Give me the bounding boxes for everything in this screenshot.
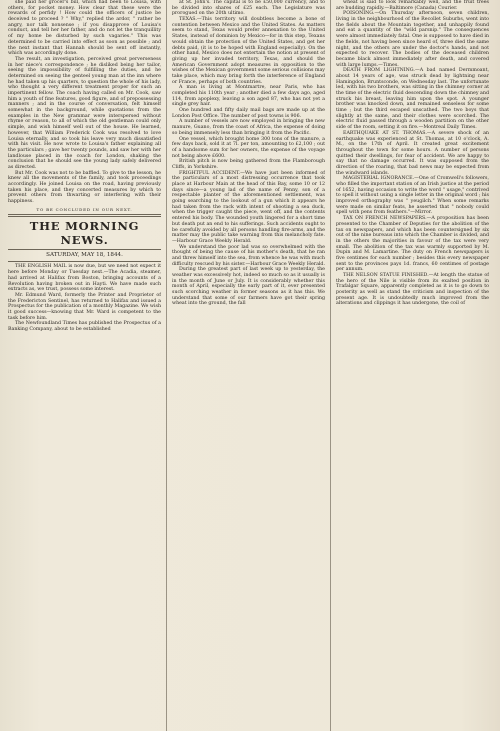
dateline-rule-top xyxy=(8,249,161,250)
news-paragraph: A number of vessels are now employed in bringing the new manure, Guano, from the coast of Africa, the expense of doing so being immensely less than bringing it from the Pacific. xyxy=(172,119,325,136)
news-paragraph: FRIGHTFUL ACCIDENT.—We have just been informed of the particulars of a most distressing occurrence that took place at Harbour Main at the head of this Bay, some 10 or 12 days since—a young lad of the name of Penny, son of a respectable planter of the aforementioned settlement, was going searching to the lookout of a gun which it appears he had taken from the rack with intent of shooting a sea duck, when the trigger caught the piece, went off, and the contents entered his body. The wounded youth lingered for a short time but death put an end to his sufferings. Such accidents ought to be carefully avoided by all persons handling fire-arms, and the matter may the public take warning from this melancholy fate.—Harbour Grace Weekly Herald. xyxy=(172,170,325,244)
news-paragraph: During the greatest part of last week up to yesterday, the weather was excessively hot, indeed so much so as it usually is in the month of June or July. It is considerably whether this month of April, especially the early part of it, ever presented such scorching weather in former seasons as it has this. We understand that some of our farmers have got their spring wheat into the ground, the fall xyxy=(172,267,325,307)
story-paragraph: she paid her grocer's bill, which had been to Louisa, with others, for pocket money. How clear that these were the rewards of perfidy ! How could the officers of justice be deceived to proceed ? " Why," replied the ardor, " rather be angry, nor talk nonsense ; if you disapprove of Louisa's conduct, and tell her her father, and do not let the tranquillity of my home be disturbed by such vagaries." This was determined to be carried into effect as soon as possible ; and the next instant that Hannah should be sent off instantly, which was accordingly done. xyxy=(8,0,161,57)
news-paragraph: One hundred and fifty daily mail bags are made up at the London Post Office. The number of post towns is 906. xyxy=(172,108,325,119)
masthead-title: THE MORNING NEWS. xyxy=(29,219,140,248)
news-paragraph: The Newfoundland Times has published the Prospectus of a Banking Company, about to be established xyxy=(8,321,161,332)
news-paragraph: Mr. Edmund Ward, formerly the Printer and Proprietor of the Fredericton Sentinel, has returned to Halifax and issued a Prospectus for the publication of a monthly Magazine. We wish it good success—knowing that Mr. Ward is competent to the task before him. xyxy=(8,292,161,321)
news-paragraph: A man is living at Montmartre, near Paris, who has completed his 110th year ; another died a few days ago, aged 114, from apoplexy, leaving a son aged 87, who has not yet a single grey hair. xyxy=(172,85,325,108)
news-paragraph: wheat is said to look remarkably well, and the fruit trees are budding rapidly.—Baltimore (Canada) Courier. xyxy=(336,0,489,11)
column-1 xyxy=(8,0,161,731)
news-paragraph: DEATH FROM LIGHTNING.—A bad named Dermmoant, about 14 years of age, was struck dead by lightning near Hamingdon, Bruntsconde, on Wednesday last. The unfortunate led, with his two brothers, was sitting in the chimney corner at the time of the electric fluid descending down the chimney and struck his breast, leaving him upon the spot. A younger brother was knocked down, and remained senseless for some time ; but the third escaped unscathed. The two boys that slightly at the same, and their clothes were scorched. The electric fluid passed through a wooden partition on the other side of the room, setting it on fire.—Montreal Daily Times. xyxy=(336,68,489,131)
dateline-rule-bottom xyxy=(8,261,161,262)
to-be-concluded-note: TO BE CONCLUDED IN OUR NEXT. xyxy=(36,206,133,212)
news-paragraph: TAX ON FRENCH NEWSPAPERS.—A proposition has been presented to the Chamber of Deputies for the abolition of the tax on newspapers, and which has been countersigned by six out of the nine bureaus into which the Chamber is divided, and in the others the majorities in favour of the tax were very small. The abolition of the tax was warmly supported by M. Dupin and M. Lamartine. The duty on French newspapers is five centimes for each number ; besides this every newspaper sent to the provinces pays 1d. francs, 60 centimes of postage per annum. xyxy=(336,216,489,273)
news-paragraph: We understand the poor lad was so overwhelmed with the thought of being the cause of his mother's death, that he ran and threw himself into the sea, from whence he was with much difficulty rescued by his sister.—Harbour Grace Weekly Herald. xyxy=(172,244,325,267)
column-rule-1 xyxy=(166,0,167,731)
news-paragraph: TEXAS.—This territory will doubtless become a bone of contention between Mexico and the United States. As matters seem to stand, Texas would prefer annexation to the United States, instead of dominion by Mexico—for in this step, Texans would obtain the protection of the United States, and get her debts paid, (it is to be hoped with England especially). On the other hand, Mexico does not entertain the notion at present of giving up her invaded territory, Texas, and should the American Government adopt measures in opposition to the wishes of the Mexican government some serious collisions may take place, which may bring forth the interference of England or France, perhaps of both countries. xyxy=(172,17,325,85)
news-paragraph: EARTHQUAKE AT ST. THOMAS.—A severe shock of an earthquake was experienced at St. Thomas, at 10 o'clock, A. M., on the 17th of April. It created great excitement throughout the town for some hours. A number of persons quitted their dwellings, for fear of accident. We are happy to say that no damage occurred. It was supposed from the direction of the roaring, that bad news may be expected from the windward islands. xyxy=(336,130,489,176)
story-paragraph: But Mr. Cook was not to be baffled. To give to the lesson, he knew all the movements of the family, and took proceedings accordingly. He joined Louisa on the road, having previously taken his place, and they concerted measures by which to prevent others from thwarting or interfering with their happiness. xyxy=(8,170,161,205)
news-paragraph: at St. John's. The capital is to be £50,000 currency, and to be divided into shares of £25 each. The Legislature was prorogued on the 20th ultimo. xyxy=(172,0,325,17)
news-paragraph: MAGISTERIAL IGNORANCE.—One of Cromwell's followers, who filled the important station of an Irish justice at the period of 1652, having occasion to write the word " usage," contrived to spell it without using a single letter in the original word ; his improved orthography was " yeugilch." When some remarks were made on similar feats, he asserted that " nobody could spell with pens from feathers."—Mirror. xyxy=(336,176,489,216)
dateline: SATURDAY, MAY 18, 1844. xyxy=(46,252,123,259)
news-paragraph: One vessel, which brought home 300 tons of the manure, a few days back, sold it at 7l. per ton, amounting to £2,100 ; out of a handsome sum for her owners, the expense of the voyage not being above £600. xyxy=(172,136,325,159)
news-paragraph: THE ENGLISH MAIL is now due, but we need not expect it here before Monday or Tuesday next.—The Acadia, steamer, had arrived at Halifax from Boston, bringing accounts of a Revolution having broken out in Hayti. We have made such extracts as, we trust, possess some interest. xyxy=(8,264,161,293)
news-paragraph: POISONING.—On Thursday afternoon, seven children, living in the neighbourhood of the Recollet Suburbs, went into the fields about the Mountain together, and unhappily found and eat a quantity of the "wild parsnip." The consequences were almost immediately fatal. One is supposed to have died in the fields, not having been since heard of, three died the same night, and the others are under the doctor's hands, and not expected to recover. The bodies of the deceased children became black almost immediately after death, and covered with large lumps.—Times. xyxy=(336,11,489,68)
story-paragraph: The result, an investigation, perceived great perverseness in her niece's correspondence ; he disliked being her tailor, seeing the impossibility of fulfilling the duties, and he determined on seeing the genteel young man at the inn where he had taken up his quarters, to question the whole of his lady, who thought a very different treatment proper for such an impertinent fellow. The coach having called on Mr. Cook, saw him a youth of fine features, good figure, and of prepossessing manners ; and in the course of conversation, felt himself somewhat in the background, while quotations from the examples in the New grammar were interspersed without rhyme or reason, to all of which the old gentleman could only simple, and wish himself well out of the house. He learned, however, that William Frederick Cook was resolved to love Louisa eternally, and so took his leave very much dissatisfied with his visit. He now wrote to Louisa's father explaining all the particulars ; gave her twenty pounds, and saw her with her landlouse placed in the coach for London, shaking the conclusion that he should see the young lady safely delivered as directed. xyxy=(8,56,161,170)
news-paragraph: THE NELSON STATUE FINISHED.—At length the statue of the hero of the Nile is visible from its exalted position in Trafalgar Square, apparently completed as it is to go down to posterity as well as stand the criticism and inspection of the present age. It is undoubtedly much improved from the alterations and clippings it has undergone, the coil of xyxy=(336,273,489,307)
column-2 xyxy=(172,0,325,731)
column-rule-2 xyxy=(330,0,331,731)
masthead-rule xyxy=(8,214,161,217)
news-paragraph: British pitch is now being gathered from the Flamborough Cliffs, in Yorkshire. xyxy=(172,159,325,170)
column-3 xyxy=(336,0,489,731)
